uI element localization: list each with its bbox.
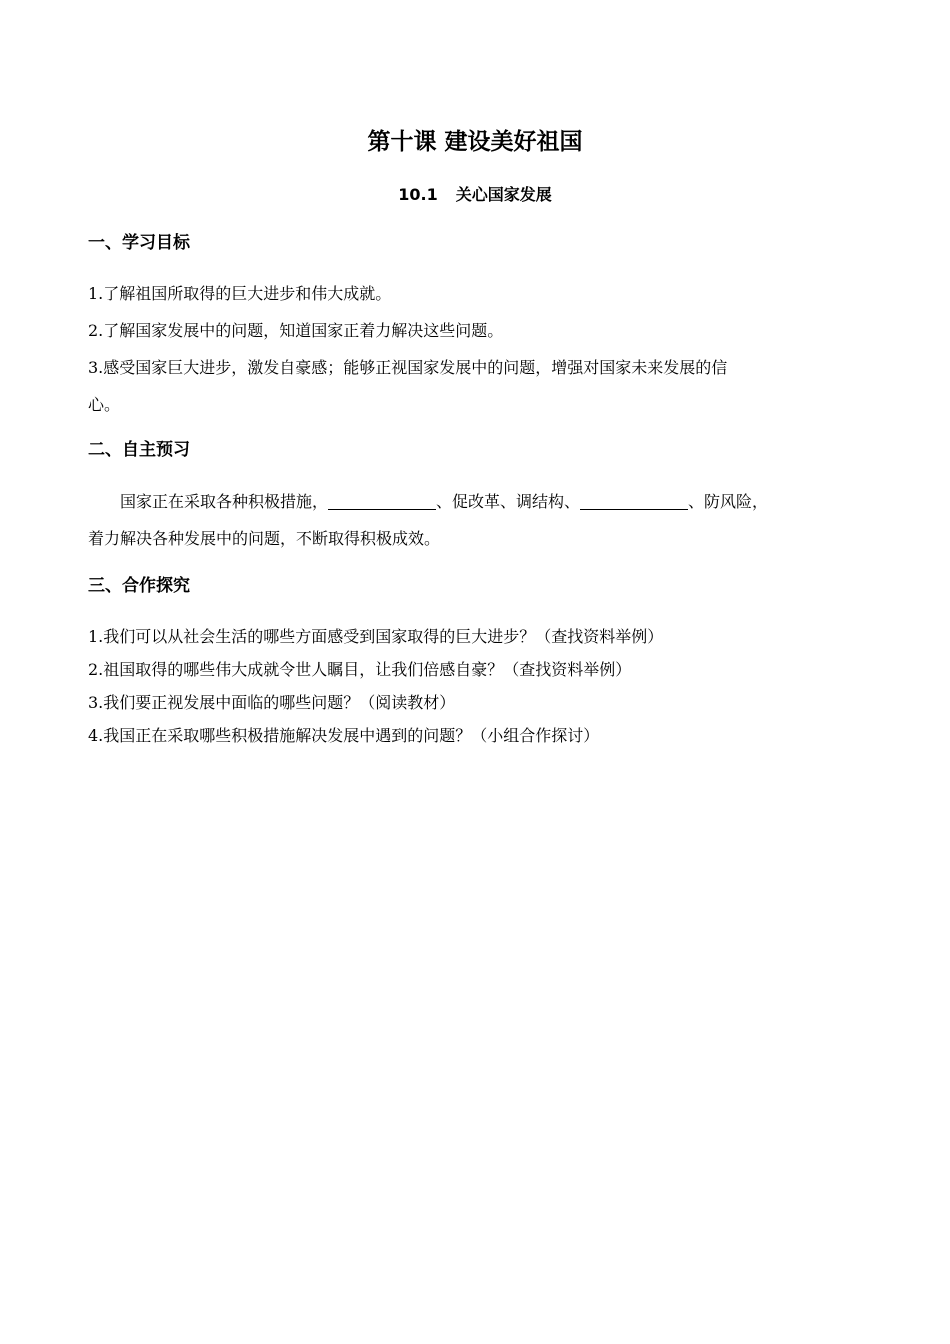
learning-goal-item: 2.了解国家发展中的问题，知道国家正着力解决这些问题。 [88, 321, 504, 340]
inquiry-item: 4.我国正在采取哪些积极措施解决发展中遇到的问题？（小组合作探讨） [88, 726, 600, 745]
fill-blank-2[interactable] [580, 491, 688, 510]
heading-learning-goals: 一、学习目标 [88, 233, 190, 253]
preview-text-2: 、促改革、调结构、 [436, 492, 581, 511]
page-title: 第十课 建设美好祖国 [367, 129, 583, 155]
preview-text-1: 国家正在采取各种积极措施， [120, 492, 329, 511]
preview-text-3: 、防风险， [688, 492, 769, 511]
subtitle-text: 关心国家发展 [455, 185, 552, 204]
learning-goals-list [88, 275, 868, 423]
heading-self-preview: 二、自主预习 [88, 440, 190, 460]
learning-goal-item: 3.感受国家巨大进步，激发自豪感；能够正视国家发展中的问题，增强对国家未来发展的信 [88, 358, 728, 377]
preview-line-2: 着力解决各种发展中的问题，不断取得积极成效。 [88, 529, 441, 548]
section-subtitle [0, 182, 950, 208]
subtitle-number: 10.1 [398, 185, 438, 204]
preview-paragraph [88, 483, 868, 557]
heading-cooperative-inquiry: 三、合作探究 [88, 576, 190, 596]
inquiry-list [88, 620, 663, 752]
inquiry-item: 3.我们要正视发展中面临的哪些问题？（阅读教材） [88, 693, 456, 712]
preview-line-1 [88, 483, 868, 520]
learning-goal-item: 心。 [88, 395, 121, 414]
inquiry-item: 1.我们可以从社会生活的哪些方面感受到国家取得的巨大进步？（查找资料举例） [88, 627, 664, 646]
learning-goal-item: 1.了解祖国所取得的巨大进步和伟大成就。 [88, 284, 392, 303]
fill-blank-1[interactable] [328, 491, 436, 510]
inquiry-item: 2.祖国取得的哪些伟大成就令世人瞩目，让我们倍感自豪？（查找资料举例） [88, 660, 632, 679]
